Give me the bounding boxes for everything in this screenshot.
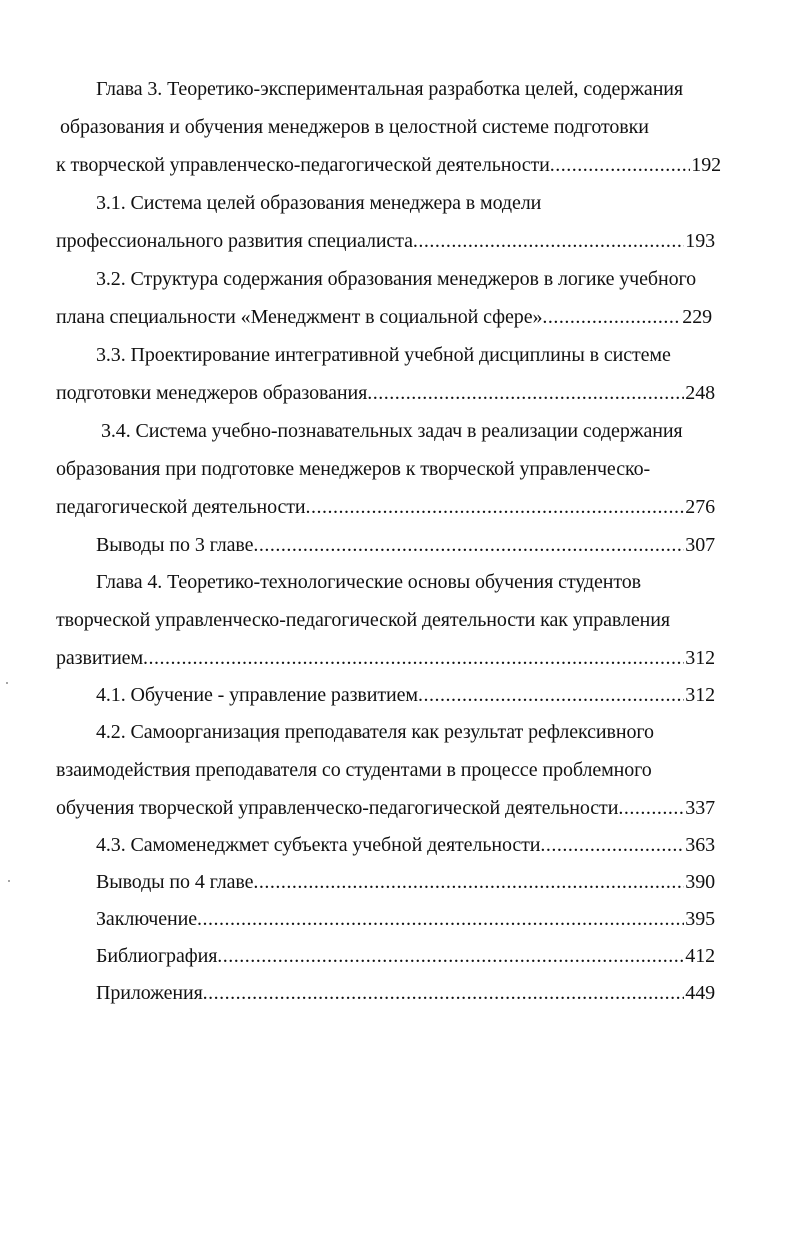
dot-leader	[367, 378, 684, 408]
appendices-page: 449	[685, 982, 715, 1004]
chapter-3-page: 192	[691, 154, 721, 176]
section-3-2-page: 229	[682, 306, 712, 328]
dot-leader	[413, 226, 684, 256]
section-3-1-entry	[56, 226, 715, 256]
section-3-4-title-line-2: образования при подготовке менеджеров к творческой управленческо-	[56, 458, 651, 480]
dot-leader	[540, 830, 684, 860]
dot-leader	[253, 867, 684, 897]
chapter-3-title-line-1: Глава 3. Теоретико-экспериментальная разработка целей, содержания	[96, 78, 683, 100]
dot-leader	[306, 492, 685, 522]
chapter-3-title-line-2: образования и обучения менеджеров в целостной системе подготовки	[60, 116, 649, 138]
conclusions-4-title: Выводы по 4 главе	[96, 871, 254, 893]
conclusion-title: Заключение	[96, 908, 197, 930]
section-4-2-title-line-2: взаимодействия преподавателя со студентами в процессе проблемного	[56, 759, 652, 781]
section-3-1-title-line-1: 3.1. Система целей образования менеджера в модели	[96, 192, 542, 214]
section-3-4-title-line-3: педагогической деятельности	[56, 496, 306, 518]
section-4-2-title-line-3: обучения творческой управленческо-педагогической деятельности	[56, 797, 619, 819]
dot-leader	[418, 680, 684, 710]
conclusions-3-title: Выводы по 3 главе	[96, 534, 254, 556]
bibliography-title: Библиография	[96, 945, 218, 967]
chapter-4-title-line-1: Глава 4. Теоретико-технологические основы обучения студентов	[96, 571, 641, 593]
section-4-1-entry	[96, 680, 715, 710]
section-3-3-title-line-2: подготовки менеджеров образования	[56, 382, 368, 404]
conclusions-3-entry	[96, 530, 715, 560]
dot-leader	[550, 150, 691, 180]
section-4-2-title-line-1: 4.2. Самоорганизация преподавателя как результат рефлексивного	[96, 721, 654, 743]
section-3-4-entry	[56, 492, 715, 522]
section-4-1-title: 4.1. Обучение - управление развитием	[96, 684, 418, 706]
section-4-2-page: 337	[685, 797, 715, 819]
section-4-1-page: 312	[685, 684, 715, 706]
dot-leader	[253, 530, 684, 560]
conclusion-page: 395	[685, 908, 715, 930]
section-4-3-title: 4.3. Самоменеджмет субъекта учебной деятельности	[96, 834, 541, 856]
section-3-1-title-line-2: профессионального развития специалиста	[56, 230, 413, 252]
dot-leader	[618, 793, 684, 823]
dot-leader	[143, 643, 684, 673]
chapter-3-entry	[56, 150, 721, 180]
section-4-3-page: 363	[685, 834, 715, 856]
scan-speck	[8, 880, 10, 882]
appendices-entry	[96, 978, 715, 1008]
conclusions-4-entry	[96, 867, 715, 897]
dot-leader	[203, 978, 685, 1008]
section-3-1-page: 193	[685, 230, 715, 252]
section-4-2-entry	[56, 793, 715, 823]
chapter-4-page: 312	[685, 647, 715, 669]
section-3-3-title-line-1: 3.3. Проектирование интегративной учебной дисциплины в системе	[96, 344, 671, 366]
section-3-3-page: 248	[685, 382, 715, 404]
scan-speck	[6, 682, 8, 684]
conclusions-4-page: 390	[685, 871, 715, 893]
chapter-3-title-line-3: к творческой управленческо-педагогической деятельности	[56, 154, 550, 176]
section-3-2-title-line-1: 3.2. Структура содержания образования менеджеров в логике учебного	[96, 268, 697, 290]
section-3-2-entry	[56, 302, 712, 332]
section-3-3-entry	[56, 378, 715, 408]
conclusions-3-page: 307	[685, 534, 715, 556]
bibliography-entry	[96, 941, 715, 971]
chapter-4-title-line-2: творческой управленческо-педагогической деятельности как управления	[56, 609, 670, 631]
section-3-4-page: 276	[685, 496, 715, 518]
bibliography-page: 412	[685, 945, 715, 967]
chapter-4-title-line-3: развитием	[56, 647, 144, 669]
section-3-2-title-line-2: плана специальности «Менеджмент в социальной сфере»	[56, 306, 543, 328]
section-3-4-title-line-1: 3.4. Система учебно-познавательных задач в реализации содержания	[101, 420, 683, 442]
dot-leader	[542, 302, 681, 332]
section-4-3-entry	[96, 830, 715, 860]
conclusion-entry	[96, 904, 715, 934]
dot-leader	[197, 904, 684, 934]
chapter-4-entry	[56, 643, 715, 673]
dot-leader	[217, 941, 684, 971]
appendices-title: Приложения	[96, 982, 203, 1004]
